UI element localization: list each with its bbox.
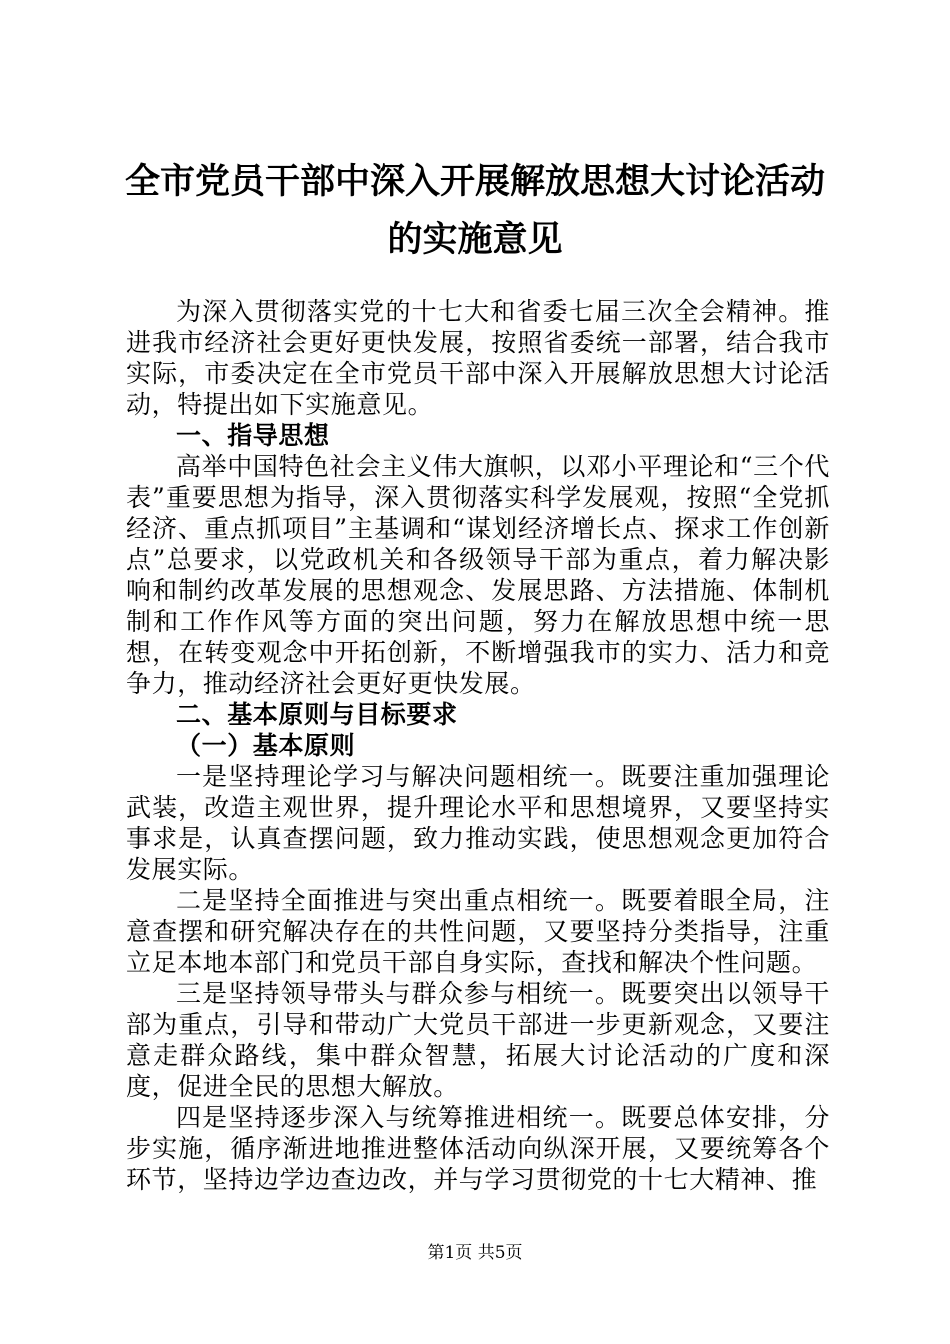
principle-paragraph-4: 四是坚持逐步深入与统筹推进相统一。既要总体安排，分步实施，循序渐进地推进整体活动向纵深开展，又要统筹各个环节，坚持边学边查边改，并与学习贯彻党的十七大精神、推 (126, 1103, 830, 1194)
document-title-line-2: 的实施意见 (387, 219, 563, 260)
subsection-heading-basic-principles: （一）基本原则 (176, 731, 356, 760)
guiding-thought-paragraph: 高举中国特色社会主义伟大旗帜，以邓小平理论和“三个代表”重要思想为指导，深入贯彻落实科学发展观，按照“全党抓经济、重点抓项目”主基调和“谋划经济增长点、探求工作创新点”总要求，以党政机关和各级领导干部为重点，着力解决影响和制约改革发展的思想观念、发展思路、方法措施、体制机制和工作作风等方面的突出问题，努力在解放思想中统一思想，在转变观念中开拓创新，不断增强我市的实力、活力和竞争力，推动经济社会更好更快发展。 (126, 452, 830, 698)
section-heading-guiding-thought: 一、指导思想 (176, 421, 330, 450)
page-number-footer: 第1页 共5页 (427, 1243, 523, 1263)
principle-paragraph-3: 三是坚持领导带头与群众参与相统一。既要突出以领导干部为重点，引导和带动广大党员干部进一步更新观念，又要注意走群众路线，集中群众智慧，拓展大讨论活动的广度和深度，促进全民的思想大解放。 (126, 979, 830, 1101)
intro-paragraph: 为深入贯彻落实党的十七大和省委七届三次全会精神。推进我市经济社会更好更快发展，按照省委统一部署，结合我市实际，市委决定在全市党员干部中深入开展解放思想大讨论活动，特提出如下实施意见。 (126, 297, 830, 419)
principle-paragraph-2: 二是坚持全面推进与突出重点相统一。既要着眼全局，注意查摆和研究解决存在的共性问题，又要坚持分类指导，注重立足本地本部门和党员干部自身实际，查找和解决个性问题。 (126, 886, 830, 977)
document-body (126, 296, 830, 1195)
document-title-line-1: 全市党员干部中深入开展解放思想大讨论活动 (124, 161, 825, 202)
principle-paragraph-1: 一是坚持理论学习与解决问题相统一。既要注重加强理论武装，改造主观世界，提升理论水平和思想境界，又要坚持实事求是，认真查摆问题，致力推动实践，使思想观念更加符合发展实际。 (126, 762, 830, 884)
section-heading-principles-goals: 二、基本原则与目标要求 (176, 700, 458, 729)
